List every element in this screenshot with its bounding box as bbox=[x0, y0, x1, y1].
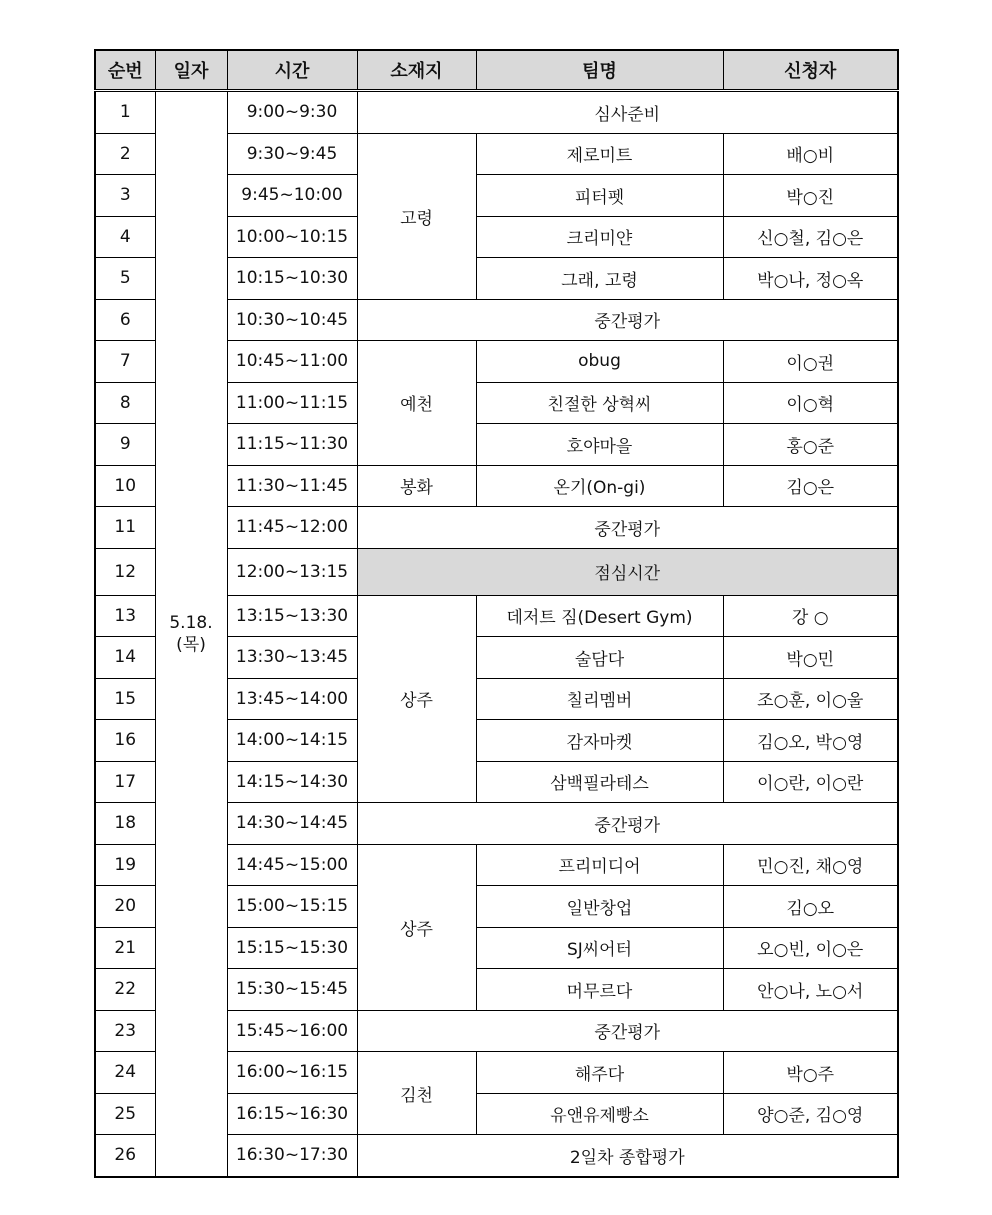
row-time: 15:45~16:00 bbox=[227, 1010, 357, 1052]
location-cell: 예천 bbox=[357, 341, 476, 466]
date-weekday: (목) bbox=[176, 634, 206, 655]
row-applicant: 민○진, 채○영 bbox=[723, 844, 898, 886]
row-time: 10:45~11:00 bbox=[227, 341, 357, 383]
row-team: 친절한 상혁씨 bbox=[476, 382, 723, 424]
row-team: 삼백필라테스 bbox=[476, 761, 723, 803]
row-no: 9 bbox=[95, 424, 155, 466]
row-applicant: 김○은 bbox=[723, 465, 898, 507]
row-no: 26 bbox=[95, 1135, 155, 1177]
row-time: 16:00~16:15 bbox=[227, 1052, 357, 1094]
row-no: 20 bbox=[95, 886, 155, 928]
row-team: 온기(On-gi) bbox=[476, 465, 723, 507]
row-team: 호야마을 bbox=[476, 424, 723, 466]
row-applicant: 김○오, 박○영 bbox=[723, 720, 898, 762]
header-no: 순번 bbox=[95, 50, 155, 91]
row-time: 14:45~15:00 bbox=[227, 844, 357, 886]
location-cell: 상주 bbox=[357, 595, 476, 803]
location-cell: 상주 bbox=[357, 844, 476, 1010]
row-time: 11:15~11:30 bbox=[227, 424, 357, 466]
row-team: SJ씨어터 bbox=[476, 927, 723, 969]
row-time: 16:30~17:30 bbox=[227, 1135, 357, 1177]
row-team: 제로미트 bbox=[476, 133, 723, 175]
row-applicant: 조○훈, 이○울 bbox=[723, 678, 898, 720]
row-applicant: 오○빈, 이○은 bbox=[723, 927, 898, 969]
row-no: 4 bbox=[95, 216, 155, 258]
table-row bbox=[95, 91, 898, 134]
row-event: 중간평가 bbox=[357, 299, 898, 341]
row-no: 3 bbox=[95, 175, 155, 217]
date-value: 5.18. bbox=[169, 612, 213, 633]
row-applicant: 박○나, 정○옥 bbox=[723, 258, 898, 300]
lunch-cell: 점심시간 bbox=[357, 548, 898, 595]
row-no: 15 bbox=[95, 678, 155, 720]
row-team: 피터펫 bbox=[476, 175, 723, 217]
row-time: 10:00~10:15 bbox=[227, 216, 357, 258]
row-time: 9:30~9:45 bbox=[227, 133, 357, 175]
row-team: 술담다 bbox=[476, 637, 723, 679]
row-no: 25 bbox=[95, 1093, 155, 1135]
row-time: 10:30~10:45 bbox=[227, 299, 357, 341]
row-no: 6 bbox=[95, 299, 155, 341]
row-no: 8 bbox=[95, 382, 155, 424]
row-event: 중간평가 bbox=[357, 1010, 898, 1052]
row-no: 16 bbox=[95, 720, 155, 762]
row-time: 10:15~10:30 bbox=[227, 258, 357, 300]
row-applicant: 박○민 bbox=[723, 637, 898, 679]
row-applicant: 안○나, 노○서 bbox=[723, 969, 898, 1011]
row-no: 19 bbox=[95, 844, 155, 886]
row-team: 유앤유제빵소 bbox=[476, 1093, 723, 1135]
row-no: 22 bbox=[95, 969, 155, 1011]
row-team: obug bbox=[476, 341, 723, 383]
row-no: 17 bbox=[95, 761, 155, 803]
row-no: 21 bbox=[95, 927, 155, 969]
row-applicant: 이○권 bbox=[723, 341, 898, 383]
row-event: 2일차 종합평가 bbox=[357, 1135, 898, 1177]
header-time: 시간 bbox=[227, 50, 357, 91]
row-time: 12:00~13:15 bbox=[227, 548, 357, 595]
row-no: 12 bbox=[95, 548, 155, 595]
header-row bbox=[95, 50, 898, 91]
row-applicant: 박○진 bbox=[723, 175, 898, 217]
row-team: 해주다 bbox=[476, 1052, 723, 1094]
row-applicant: 강 ○ bbox=[723, 595, 898, 637]
row-time: 14:30~14:45 bbox=[227, 803, 357, 845]
row-applicant: 홍○준 bbox=[723, 424, 898, 466]
row-team: 프리미디어 bbox=[476, 844, 723, 886]
row-no: 1 bbox=[95, 91, 155, 134]
location-cell: 고령 bbox=[357, 133, 476, 299]
row-no: 23 bbox=[95, 1010, 155, 1052]
row-no: 14 bbox=[95, 637, 155, 679]
row-no: 2 bbox=[95, 133, 155, 175]
row-team: 칠리멤버 bbox=[476, 678, 723, 720]
row-time: 9:45~10:00 bbox=[227, 175, 357, 217]
row-time: 13:30~13:45 bbox=[227, 637, 357, 679]
row-time: 11:30~11:45 bbox=[227, 465, 357, 507]
row-no: 24 bbox=[95, 1052, 155, 1094]
row-time: 16:15~16:30 bbox=[227, 1093, 357, 1135]
schedule-table bbox=[94, 49, 899, 1178]
row-applicant: 박○주 bbox=[723, 1052, 898, 1094]
location-cell: 김천 bbox=[357, 1052, 476, 1135]
row-team: 그래, 고령 bbox=[476, 258, 723, 300]
row-team: 머무르다 bbox=[476, 969, 723, 1011]
row-time: 9:00~9:30 bbox=[227, 91, 357, 134]
row-applicant: 이○란, 이○란 bbox=[723, 761, 898, 803]
row-no: 13 bbox=[95, 595, 155, 637]
row-time: 15:00~15:15 bbox=[227, 886, 357, 928]
row-event: 심사준비 bbox=[357, 91, 898, 134]
row-time: 13:45~14:00 bbox=[227, 678, 357, 720]
row-no: 11 bbox=[95, 507, 155, 549]
date-cell bbox=[155, 91, 227, 1177]
row-team: 감자마켓 bbox=[476, 720, 723, 762]
row-no: 10 bbox=[95, 465, 155, 507]
row-applicant: 양○준, 김○영 bbox=[723, 1093, 898, 1135]
row-time: 15:30~15:45 bbox=[227, 969, 357, 1011]
header-date: 일자 bbox=[155, 50, 227, 91]
row-no: 18 bbox=[95, 803, 155, 845]
row-applicant: 이○혁 bbox=[723, 382, 898, 424]
row-team: 일반창업 bbox=[476, 886, 723, 928]
row-time: 11:45~12:00 bbox=[227, 507, 357, 549]
row-event: 중간평가 bbox=[357, 803, 898, 845]
row-team: 데저트 짐(Desert Gym) bbox=[476, 595, 723, 637]
row-applicant: 김○오 bbox=[723, 886, 898, 928]
header-team: 팀명 bbox=[476, 50, 723, 91]
row-no: 5 bbox=[95, 258, 155, 300]
row-applicant: 배○비 bbox=[723, 133, 898, 175]
row-time: 14:00~14:15 bbox=[227, 720, 357, 762]
row-time: 11:00~11:15 bbox=[227, 382, 357, 424]
row-event: 중간평가 bbox=[357, 507, 898, 549]
row-time: 15:15~15:30 bbox=[227, 927, 357, 969]
header-applicant: 신청자 bbox=[723, 50, 898, 91]
row-no: 7 bbox=[95, 341, 155, 383]
row-time: 13:15~13:30 bbox=[227, 595, 357, 637]
row-time: 14:15~14:30 bbox=[227, 761, 357, 803]
header-location: 소재지 bbox=[357, 50, 476, 91]
row-team: 크리미얀 bbox=[476, 216, 723, 258]
row-applicant: 신○철, 김○은 bbox=[723, 216, 898, 258]
location-cell: 봉화 bbox=[357, 465, 476, 507]
